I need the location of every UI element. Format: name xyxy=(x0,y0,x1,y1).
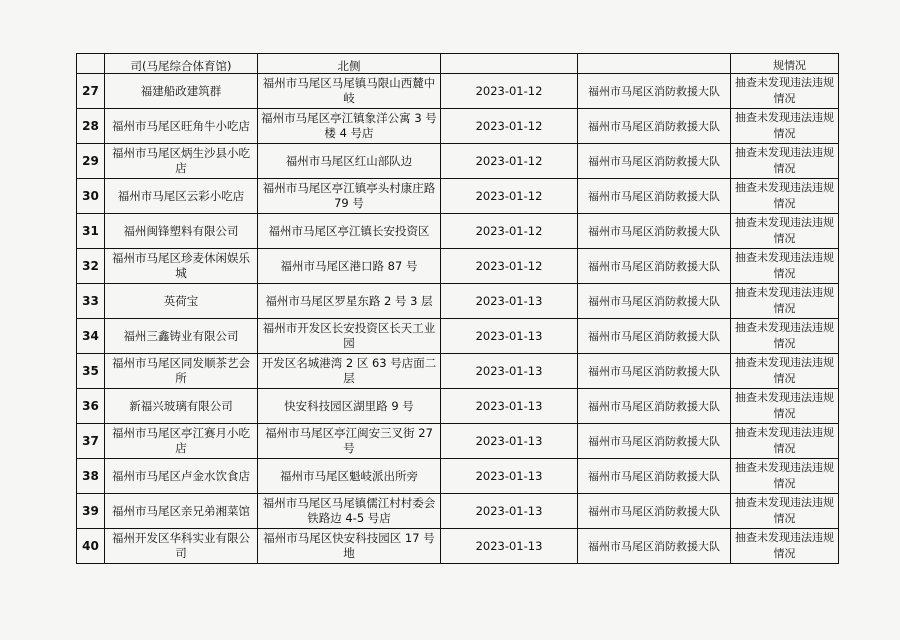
address-cell: 福州市开发区长安投资区长天工业园 xyxy=(258,319,441,354)
continued-name-cell: 司(马尾综合体育馆) xyxy=(105,54,258,74)
result-cell: 抽查未发现违法违规情况 xyxy=(731,529,839,564)
table-row xyxy=(77,459,839,494)
address-cell: 福州市马尾区罗星东路 2 号 3 层 xyxy=(258,284,441,319)
department-cell: 福州市马尾区消防救援大队 xyxy=(578,354,731,389)
address-cell: 福州市马尾区马尾镇儒江村村委会铁路边 4-5 号店 xyxy=(258,494,441,529)
table-row xyxy=(77,144,839,179)
address-cell: 快安科技园区湖里路 9 号 xyxy=(258,389,441,424)
table-row xyxy=(77,74,839,109)
table-row xyxy=(77,249,839,284)
company-name-cell: 福州三鑫铸业有限公司 xyxy=(105,319,258,354)
result-cell: 抽查未发现违法违规情况 xyxy=(731,74,839,109)
row-number-cell: 31 xyxy=(77,214,105,249)
row-number-cell: 40 xyxy=(77,529,105,564)
address-cell: 福州市马尾区亭江镇象洋公寓 3 号楼 4 号店 xyxy=(258,109,441,144)
inspection-date-cell: 2023-01-13 xyxy=(441,284,578,319)
department-cell: 福州市马尾区消防救援大队 xyxy=(578,494,731,529)
department-cell: 福州市马尾区消防救援大队 xyxy=(578,459,731,494)
company-name-cell: 福州市马尾区旺角牛小吃店 xyxy=(105,109,258,144)
company-name-cell: 福州市马尾区珍麦休闲娱乐城 xyxy=(105,249,258,284)
result-cell: 抽查未发现违法违规情况 xyxy=(731,424,839,459)
inspection-date-cell: 2023-01-13 xyxy=(441,424,578,459)
company-name-cell: 福州市马尾区云彩小吃店 xyxy=(105,179,258,214)
company-name-cell: 福州市马尾区亲兄弟湘菜馆 xyxy=(105,494,258,529)
address-cell: 福州市马尾区亭江镇亭头村康庄路 79 号 xyxy=(258,179,441,214)
table-body xyxy=(77,54,839,564)
inspection-date-cell: 2023-01-13 xyxy=(441,494,578,529)
department-cell: 福州市马尾区消防救援大队 xyxy=(578,424,731,459)
department-cell: 福州市马尾区消防救援大队 xyxy=(578,284,731,319)
company-name-cell: 福州市马尾区亭江赛月小吃店 xyxy=(105,424,258,459)
row-number-cell: 35 xyxy=(77,354,105,389)
address-cell: 福州市马尾区港口路 87 号 xyxy=(258,249,441,284)
table-row xyxy=(77,109,839,144)
row-number-cell: 37 xyxy=(77,424,105,459)
table-row xyxy=(77,214,839,249)
table-row xyxy=(77,494,839,529)
company-name-cell: 英荷宝 xyxy=(105,284,258,319)
row-number-cell: 34 xyxy=(77,319,105,354)
company-name-cell: 福州市马尾区卢金水饮食店 xyxy=(105,459,258,494)
table-row xyxy=(77,424,839,459)
department-cell: 福州市马尾区消防救援大队 xyxy=(578,389,731,424)
company-name-cell: 新福兴玻璃有限公司 xyxy=(105,389,258,424)
row-number-cell: 33 xyxy=(77,284,105,319)
company-name-cell: 福州闽锋塑料有限公司 xyxy=(105,214,258,249)
company-name-cell: 福州市马尾区炳生沙县小吃店 xyxy=(105,144,258,179)
address-cell: 福州市马尾区红山部队边 xyxy=(258,144,441,179)
address-cell: 福州市马尾区亭江闽安三叉街 27 号 xyxy=(258,424,441,459)
inspection-date-cell: 2023-01-12 xyxy=(441,109,578,144)
company-name-cell: 福建船政建筑群 xyxy=(105,74,258,109)
table-row xyxy=(77,319,839,354)
continued-address-cell: 北侧 xyxy=(258,54,441,74)
inspection-date-cell: 2023-01-13 xyxy=(441,319,578,354)
result-cell: 抽查未发现违法违规情况 xyxy=(731,109,839,144)
continued-result-cell: 规情况 xyxy=(731,54,839,74)
continued-no-cell xyxy=(77,54,105,74)
address-cell: 福州市马尾区亭江镇长安投资区 xyxy=(258,214,441,249)
inspection-date-cell: 2023-01-12 xyxy=(441,179,578,214)
continued-row xyxy=(77,54,839,74)
row-number-cell: 30 xyxy=(77,179,105,214)
department-cell: 福州市马尾区消防救援大队 xyxy=(578,249,731,284)
address-cell: 福州市马尾区马尾镇马限山西麓中岐 xyxy=(258,74,441,109)
address-cell: 福州市马尾区快安科技园区 17 号地 xyxy=(258,529,441,564)
department-cell: 福州市马尾区消防救援大队 xyxy=(578,74,731,109)
address-cell: 开发区名城港湾 2 区 63 号店面二层 xyxy=(258,354,441,389)
row-number-cell: 29 xyxy=(77,144,105,179)
inspection-date-cell: 2023-01-12 xyxy=(441,74,578,109)
result-cell: 抽查未发现违法违规情况 xyxy=(731,354,839,389)
result-cell: 抽查未发现违法违规情况 xyxy=(731,249,839,284)
department-cell: 福州市马尾区消防救援大队 xyxy=(578,144,731,179)
row-number-cell: 38 xyxy=(77,459,105,494)
department-cell: 福州市马尾区消防救援大队 xyxy=(578,214,731,249)
result-cell: 抽查未发现违法违规情况 xyxy=(731,144,839,179)
department-cell: 福州市马尾区消防救援大队 xyxy=(578,529,731,564)
result-cell: 抽查未发现违法违规情况 xyxy=(731,494,839,529)
row-number-cell: 27 xyxy=(77,74,105,109)
continued-department-cell xyxy=(578,54,731,74)
inspection-date-cell: 2023-01-12 xyxy=(441,214,578,249)
result-cell: 抽查未发现违法违规情况 xyxy=(731,319,839,354)
company-name-cell: 福州开发区华科实业有限公司 xyxy=(105,529,258,564)
result-cell: 抽查未发现违法违规情况 xyxy=(731,389,839,424)
address-cell: 福州市马尾区魁岐派出所旁 xyxy=(258,459,441,494)
result-cell: 抽查未发现违法违规情况 xyxy=(731,214,839,249)
result-cell: 抽查未发现违法违规情况 xyxy=(731,284,839,319)
row-number-cell: 28 xyxy=(77,109,105,144)
row-number-cell: 39 xyxy=(77,494,105,529)
department-cell: 福州市马尾区消防救援大队 xyxy=(578,109,731,144)
continued-date-cell xyxy=(441,54,578,74)
row-number-cell: 32 xyxy=(77,249,105,284)
inspection-date-cell: 2023-01-12 xyxy=(441,144,578,179)
inspection-date-cell: 2023-01-13 xyxy=(441,354,578,389)
table-row xyxy=(77,389,839,424)
inspection-date-cell: 2023-01-13 xyxy=(441,529,578,564)
result-cell: 抽查未发现违法违规情况 xyxy=(731,459,839,494)
table-row xyxy=(77,354,839,389)
department-cell: 福州市马尾区消防救援大队 xyxy=(578,179,731,214)
inspection-records-table xyxy=(76,53,839,564)
inspection-date-cell: 2023-01-12 xyxy=(441,249,578,284)
result-cell: 抽查未发现违法违规情况 xyxy=(731,179,839,214)
department-cell: 福州市马尾区消防救援大队 xyxy=(578,319,731,354)
company-name-cell: 福州市马尾区同发顺茶艺会所 xyxy=(105,354,258,389)
table-row xyxy=(77,529,839,564)
table-row xyxy=(77,284,839,319)
table-row xyxy=(77,179,839,214)
row-number-cell: 36 xyxy=(77,389,105,424)
inspection-date-cell: 2023-01-13 xyxy=(441,459,578,494)
inspection-date-cell: 2023-01-13 xyxy=(441,389,578,424)
